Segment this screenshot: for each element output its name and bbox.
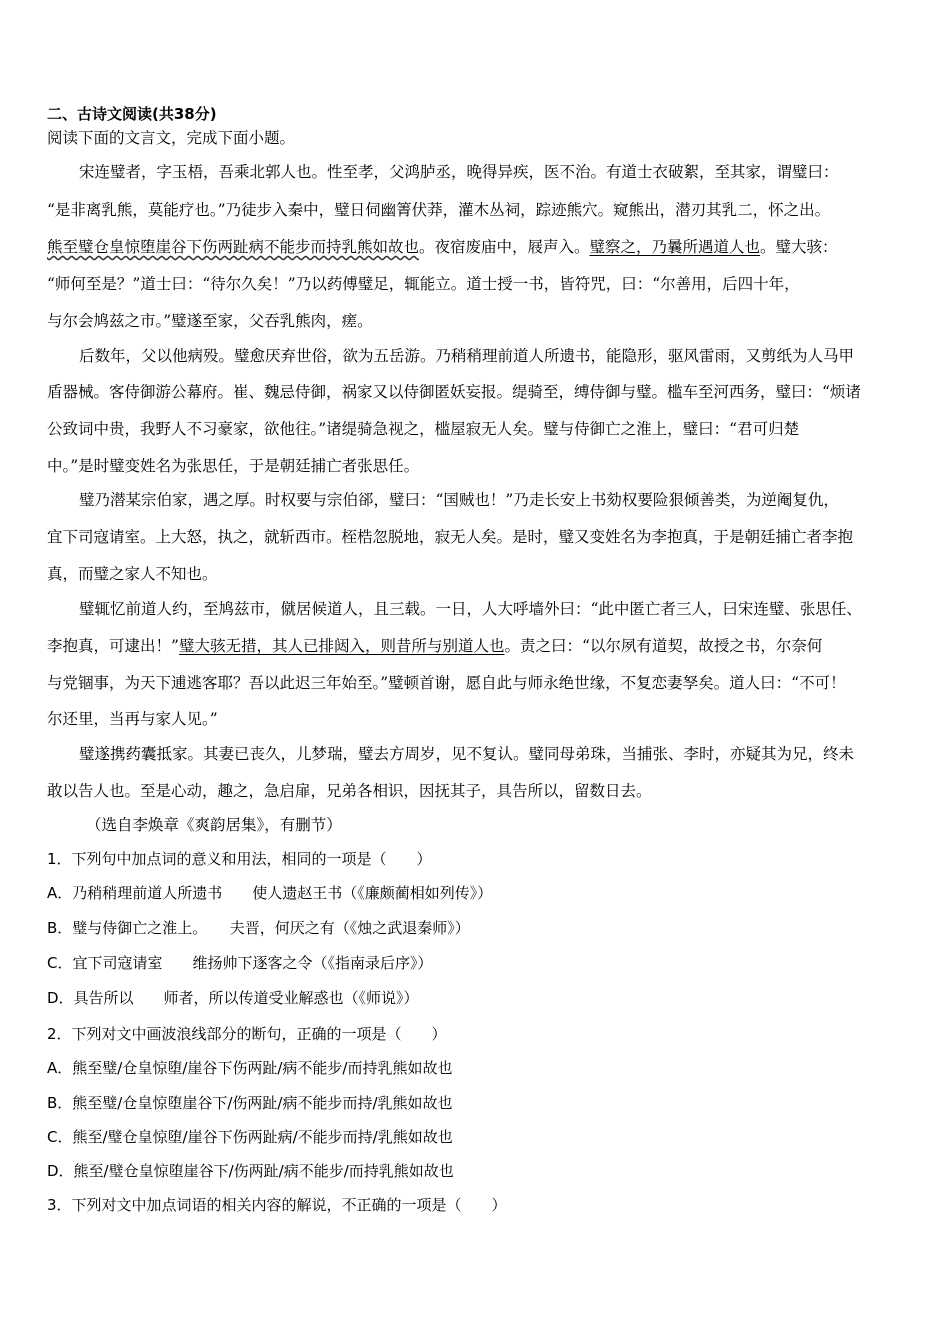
question-stem: 1．下列句中加点词的意义和用法，相同的一项是（ ） [47,850,432,868]
passage-text: 。璧大骇： [760,238,838,256]
passage-text: 李抱真，可逮出！” [47,637,179,655]
passage-line: 与党锢事，为天下逋逃客耶？吾以此迟三年始至。”璧顿首谢，愿自此与师永绝世缘，不复恋妻孥矣。道人曰：“不可！ [47,674,846,692]
passage-line [47,237,838,257]
passage-line: 璧乃潜某宗伯家，遇之厚。时权要与宗伯郤，璧曰：“国贼也！”乃走长安上书劾权要险狠倾善类，为逆阉复仇， [79,491,839,509]
passage-line: 后数年，父以他病殁。璧愈厌弃世俗，欲为五岳游。乃稍稍理前道人所遗书，能隐形，驱风雷雨，又剪纸为人马甲 [79,347,855,365]
passage-text: 。夜宿废庙中，屐声入。 [419,238,590,256]
question-option: C．宜下司寇请室 维扬帅下逐客之令（《指南录后序》） [47,954,433,972]
passage-line: 真，而璧之家人不知也。 [47,565,218,583]
underlined-sentence: 璧察之，乃曩所遇道人也 [589,238,761,256]
passage-line: 宜下司寇请室。上大怒，执之，就斩西市。桎梏忽脱地，寂无人矣。是时，璧又变姓名为李抱真，于是朝廷捕亡者李抱 [47,528,854,546]
passage-line: “师何至是？”道士曰：“待尔久矣！”乃以药傅璧足，辄能立。道士授一书，皆符咒，曰：“尔善用，后四十年， [47,275,800,293]
wavy-underlined-sentence: 熊至璧仓皇惊堕崖谷下伤两趾病不能步而持乳熊如故也 [47,238,420,256]
passage-text: 。责之曰：“以尔夙有道契，故授之书，尔奈何 [504,637,823,655]
section-title: 二、古诗文阅读(共38分) [47,105,217,123]
question-option: C．熊至/璧仓皇惊堕/崖谷下伤两趾病/不能步而持/乳熊如故也 [47,1128,453,1146]
question-stem: 3．下列对文中加点词语的相关内容的解说，不正确的一项是（ ） [47,1196,507,1214]
passage-line: 尔还里，当再与家人见。” [47,710,218,728]
passage-line: 与尔会鸠兹之市。”璧遂至家，父吞乳熊肉，瘥。 [47,312,373,330]
question-stem: 2．下列对文中画波浪线部分的断句，正确的一项是（ ） [47,1025,447,1043]
passage-line: 宋连璧者，字玉梧，吾乘北郭人也。性至孝，父鸿胪丞，晚得异疾，医不治。有道士衣破絮，至其家，谓璧曰： [79,163,839,181]
passage-line: 敢以告人也。至是心动，趣之，急启扉，兄弟各相识，因抚其子，具告所以，留数日去。 [47,782,652,800]
passage-line: 璧遂携药囊抵家。其妻已丧久，儿梦瑞，璧去方周岁，见不复认。璧同母弟珠，当捕张、李时，亦疑其为兄，终未 [79,745,855,763]
question-option: A．乃稍稍理前道人所遗书 使人遗赵王书（《廉颇蔺相如列传》） [47,884,493,902]
question-option: A．熊至璧/仓皇惊堕/崖谷下伤两趾/病不能步/而持乳熊如故也 [47,1059,453,1077]
question-option: D．具告所以 师者，所以传道受业解惑也（《师说》） [47,989,419,1007]
passage-line: 盾器械。客侍御游公幕府。崔、魏忌侍御，祸家又以侍御匿妖妄报。缇骑至，缚侍御与璧。槛车至河西务，璧曰：“烦诸 [47,383,861,401]
underlined-sentence: 璧大骇无措，其人已排闼入，则昔所与别道人也 [178,637,505,655]
question-option: D．熊至/璧仓皇惊堕崖谷下/伤两趾/病不能步/而持乳熊如故也 [47,1162,454,1180]
passage-line: 中。”是时璧变姓名为张思任，于是朝廷捕亡者张思任。 [47,457,420,475]
question-option: B．璧与侍御亡之淮上。 夫晋，何厌之有（《烛之武退秦师》） [47,919,470,937]
passage-source: （选自李焕章《爽韵居集》，有删节） [86,816,342,834]
passage-line: “是非离乳熊，莫能疗也。”乃徒步入秦中，璧日伺幽箐伏莽，灌木丛祠，踪迹熊穴。窥熊出，潜刃其乳二，怀之出。 [47,201,831,219]
question-option: B．熊至璧/仓皇惊堕崖谷下/伤两趾/病不能步而持/乳熊如故也 [47,1094,453,1112]
passage-line: 璧辄忆前道人约，至鸠兹市，僦居候道人，且三载。一日，人大呼墙外曰：“此中匿亡者三人，曰宋连璧、张思任、 [79,600,862,618]
passage-line: 公致词中贵，我野人不习豪家，欲他往。”诸缇骑急视之，槛屋寂无人矣。璧与侍御亡之淮上，璧曰：“君可归楚 [47,420,800,438]
section-instruction: 阅读下面的文言文，完成下面小题。 [47,129,296,147]
passage-line [47,636,822,656]
